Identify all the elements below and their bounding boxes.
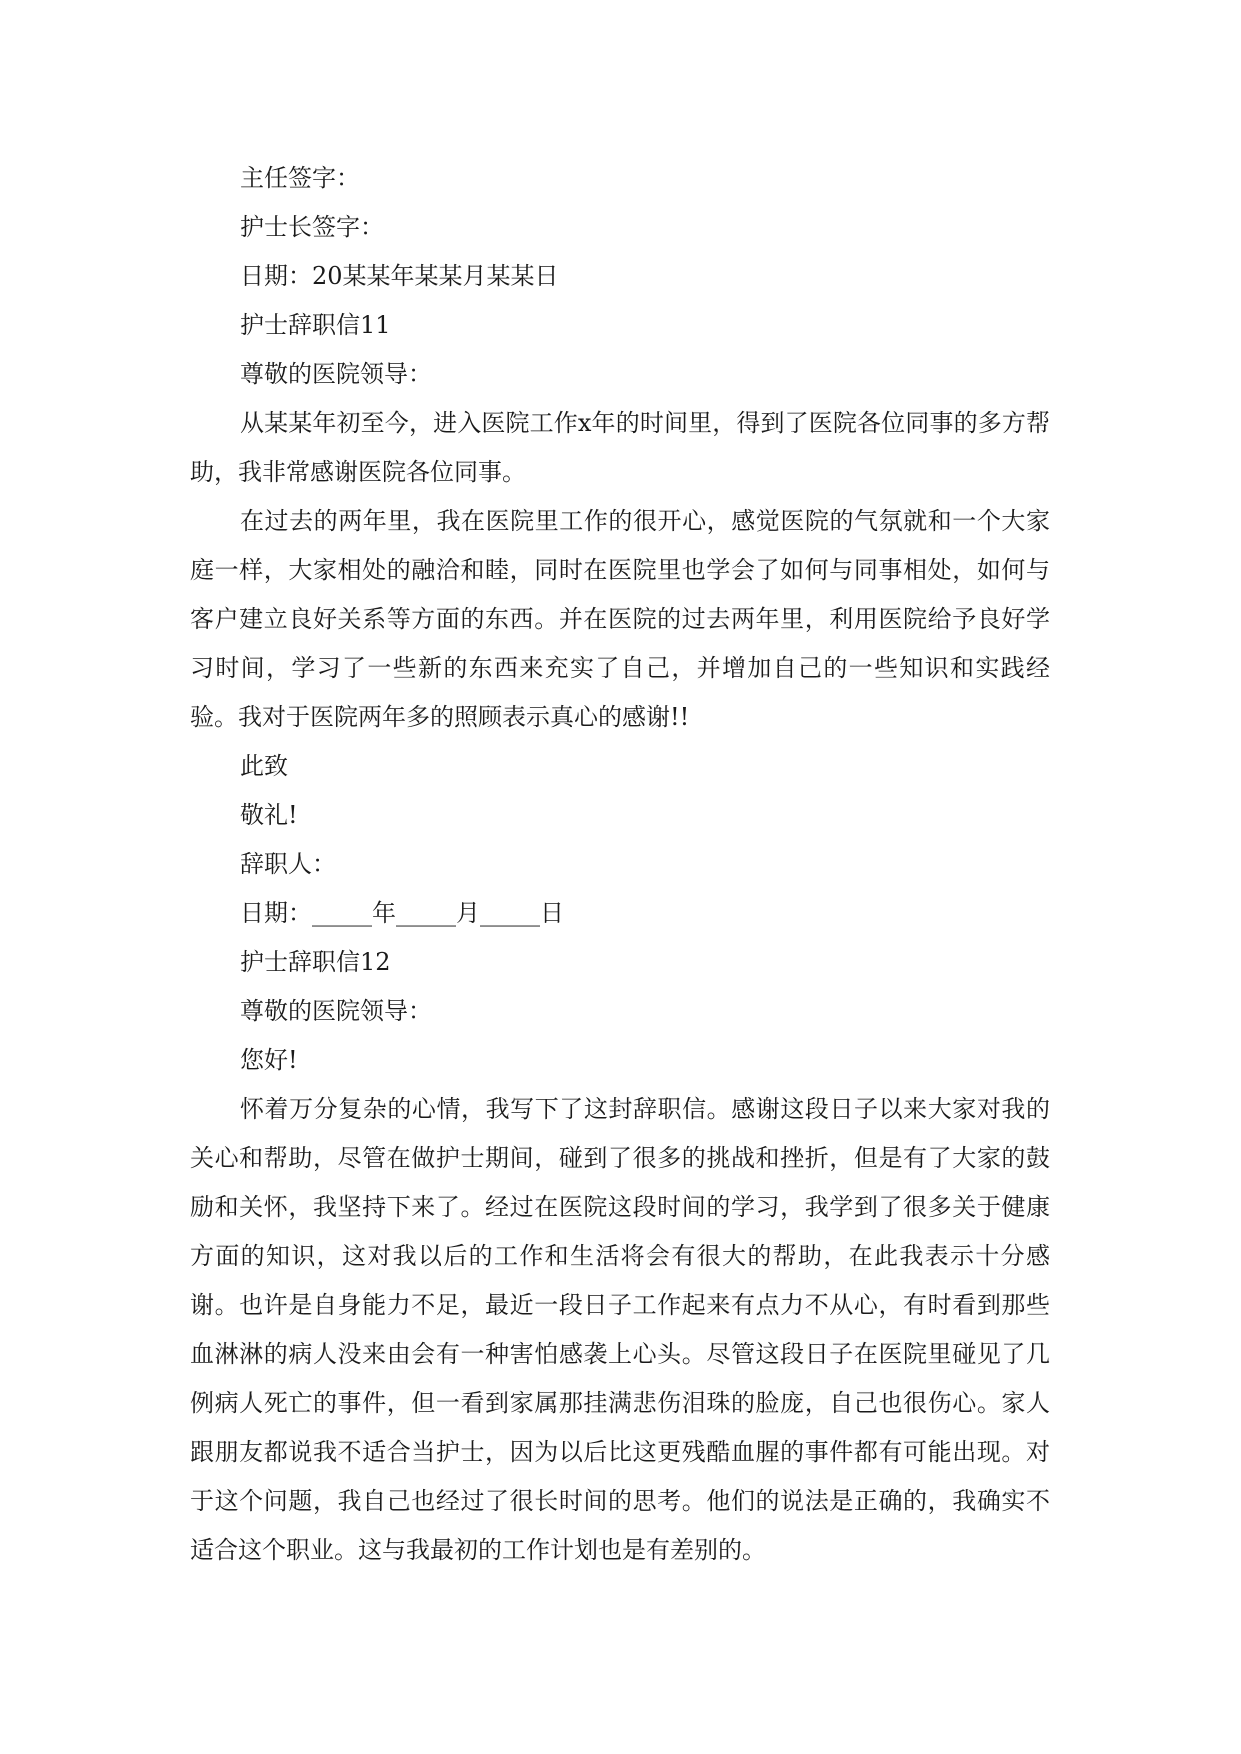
regards-line: 敬礼! <box>240 801 298 829</box>
closing-line: 此致 <box>240 752 288 780</box>
blank-date-line: 日期：_____年_____月_____日 <box>240 899 564 927</box>
resigner-line: 辞职人： <box>240 850 336 878</box>
body-paragraph-2: 在过去的两年里，我在医院里工作的很开心，感觉医院的气氛就和一个大家庭一样，大家相处的融洽和睦，同时在医院里也学会了如何与同事相处，如何与客户建立良好关系等方面的东西。并在医院的过去两年里，利用医院给予良好学习时间，学习了一些新的东西来充实了自己，并增加自己的一些知识和实践经验。我对于医院两年多的照顾表示真心的感谢!! <box>190 507 1050 731</box>
body-paragraph-3: 怀着万分复杂的心情，我写下了这封辞职信。感谢这段日子以来大家对我的关心和帮助，尽管在做护士期间，碰到了很多的挑战和挫折，但是有了大家的鼓励和关怀，我坚持下来了。经过在医院这段时间的学习，我学到了很多关于健康方面的知识，这对我以后的工作和生活将会有很大的帮助，在此我表示十分感谢。也许是自身能力不足，最近一段日子工作起来有点力不从心，有时看到那些血淋淋的病人没来由会有一种害怕感袭上心头。尽管这段日子在医院里碰见了几例病人死亡的事件，但一看到家属那挂满悲伤泪珠的脸庞，自己也很伤心。家人跟朋友都说我不适合当护士，因为以后比这更残酷血腥的事件都有可能出现。对于这个问题，我自己也经过了很长时间的思考。他们的说法是正确的，我确实不适合这个职业。这与我最初的工作计划也是有差别的。 <box>190 1095 1050 1564</box>
head-nurse-signature-line: 护士长签字： <box>240 213 384 241</box>
salutation-line-2: 尊敬的医院领导： <box>240 997 432 1025</box>
salutation-line: 尊敬的医院领导： <box>240 360 432 388</box>
letter-heading-11: 护士辞职信11 <box>240 311 391 339</box>
body-paragraph-1: 从某某年初至今，进入医院工作x年的时间里，得到了医院各位同事的多方帮助，我非常感谢医院各位同事。 <box>190 409 1050 486</box>
director-signature-line: 主任签字： <box>240 164 360 192</box>
date-line: 日期：20某某年某某月某某日 <box>240 262 559 290</box>
document-body <box>190 154 1050 1575</box>
letter-heading-12: 护士辞职信12 <box>240 948 391 976</box>
greeting-line: 您好! <box>240 1046 298 1074</box>
